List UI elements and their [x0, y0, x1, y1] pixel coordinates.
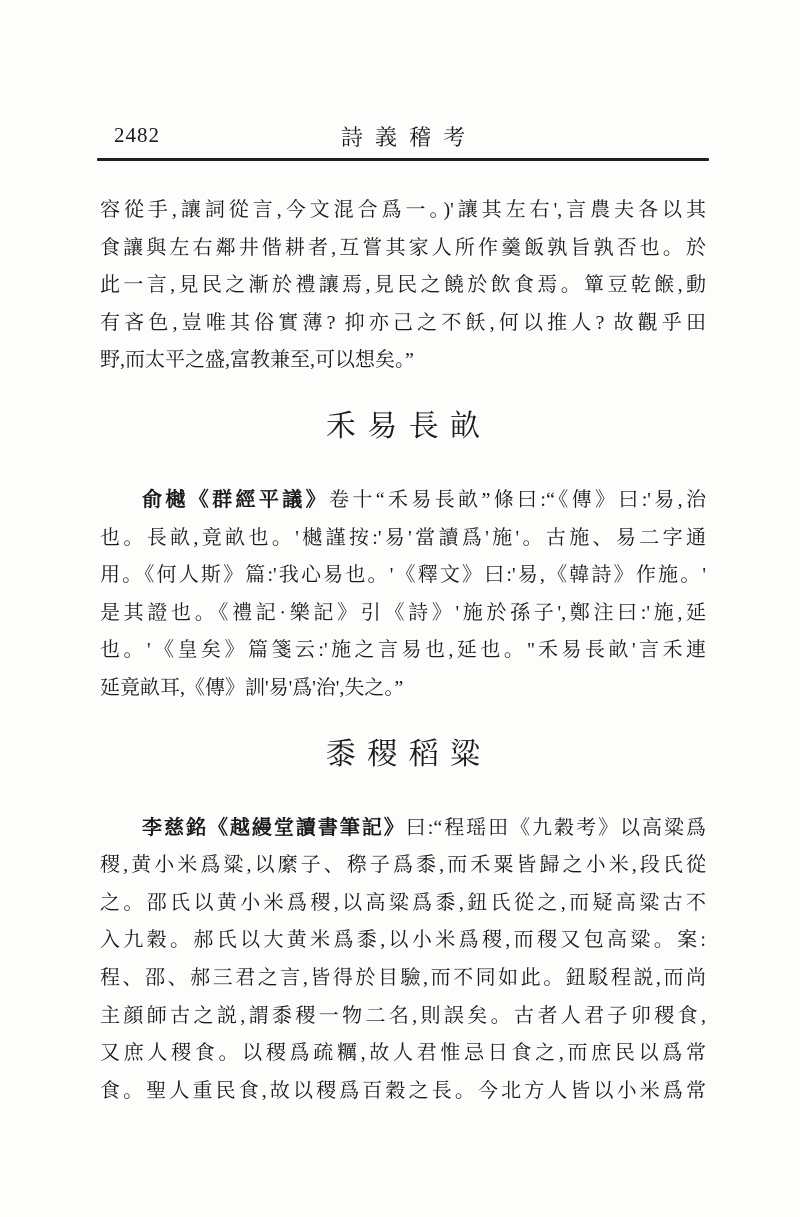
text-line	[100, 847, 706, 885]
section-heading: 黍稷稻粱	[325, 737, 492, 771]
text-line	[100, 595, 706, 633]
text-run: 野,而太平之盛,富教兼至,可以想矣。”	[100, 349, 414, 372]
page-number: 2482	[114, 123, 160, 147]
page-header	[100, 121, 706, 153]
text-run: 之。邵氏以黄小米爲稷,以高粱爲黍,鈕氏從之,而疑高粱古不	[100, 891, 706, 914]
text-run: 稷,黄小米爲粱,以縻子、穄子爲黍,而禾粟皆歸之小米,段氏從	[100, 854, 706, 877]
text-line	[100, 520, 706, 558]
text-run: 入九穀。郝氏以大黄米爲黍,以小米爲稷,而稷又包高粱。案:	[100, 929, 706, 952]
text-run: 也。長畝,竟畝也。'樾謹按:'易'當讀爲'施'。古施、易二字通	[100, 526, 706, 549]
text-line	[100, 305, 706, 343]
text-line	[100, 810, 706, 848]
paragraph	[100, 810, 706, 1111]
text-line	[100, 192, 706, 230]
text-line	[100, 230, 706, 268]
text-run: 程、邵、郝三君之言,皆得於目驗,而不同如此。鈕駁程説,而尚	[100, 966, 706, 989]
text-run: 又庶人稷食。以稷爲疏糲,故人君惟忌日食之,而庶民以爲常	[100, 1042, 706, 1065]
text-line	[100, 998, 706, 1036]
paragraph	[100, 482, 706, 708]
text-line	[100, 922, 706, 960]
citation-source: 李慈銘《越縵堂讀書筆記》	[142, 816, 406, 839]
text-run: 此一言,見民之漸於禮讓焉,見民之饒於飲食焉。簞豆乾餱,動	[100, 274, 706, 297]
text-line	[100, 482, 706, 520]
text-run: 主顔師古之説,謂黍稷一物二名,則誤矣。古者人君子卯稷食,	[100, 1004, 706, 1027]
citation-source: 俞樾《群經平議》	[142, 488, 329, 511]
text-line	[100, 960, 706, 998]
text-line	[100, 557, 706, 595]
text-line	[100, 267, 706, 305]
text-run: 食讓與左右鄰井偕耕者,互嘗其家人所作羹飯孰旨孰否也。於	[100, 236, 706, 259]
text-run: 容從手,讓詞從言,今文混合爲一。)'讓其左右',言農夫各以其	[100, 199, 706, 221]
text-run: 也。'《皇矣》篇箋云:'施之言易也,延也。''禾易長畝'言禾連	[100, 639, 706, 662]
header-rule	[97, 158, 709, 161]
text-run: 有吝色,豈唯其俗實薄? 抑亦己之不飫,何以推人? 故觀乎田	[100, 311, 706, 334]
text-line	[100, 1035, 706, 1073]
text-run: 食。聖人重民食,故以稷爲百穀之長。今北方人皆以小米爲常	[100, 1079, 706, 1102]
text-line	[100, 670, 706, 708]
page-body	[100, 192, 706, 1110]
running-title: 詩義稽考	[340, 125, 478, 150]
text-run: 曰:“程瑶田《九穀考》以高粱爲	[405, 816, 707, 839]
text-line	[100, 632, 706, 670]
text-line	[100, 1073, 706, 1111]
text-run: 延竟畝耳,《傳》訓'易'爲'治',失之。”	[100, 676, 404, 699]
text-line	[100, 885, 706, 923]
paragraph	[100, 192, 706, 380]
text-line	[100, 342, 706, 380]
section-heading: 禾易長畝	[325, 409, 492, 443]
text-run: 是其證也。《禮記·樂記》引《詩》'施於孫子',鄭注曰:'施,延	[100, 601, 706, 624]
text-run: 卷十“禾易長畝”條曰:“《傳》曰:'易,治	[328, 488, 706, 511]
text-run: 用。《何人斯》篇:'我心易也。'《釋文》曰:'易,《韓詩》作施。'	[100, 564, 706, 587]
